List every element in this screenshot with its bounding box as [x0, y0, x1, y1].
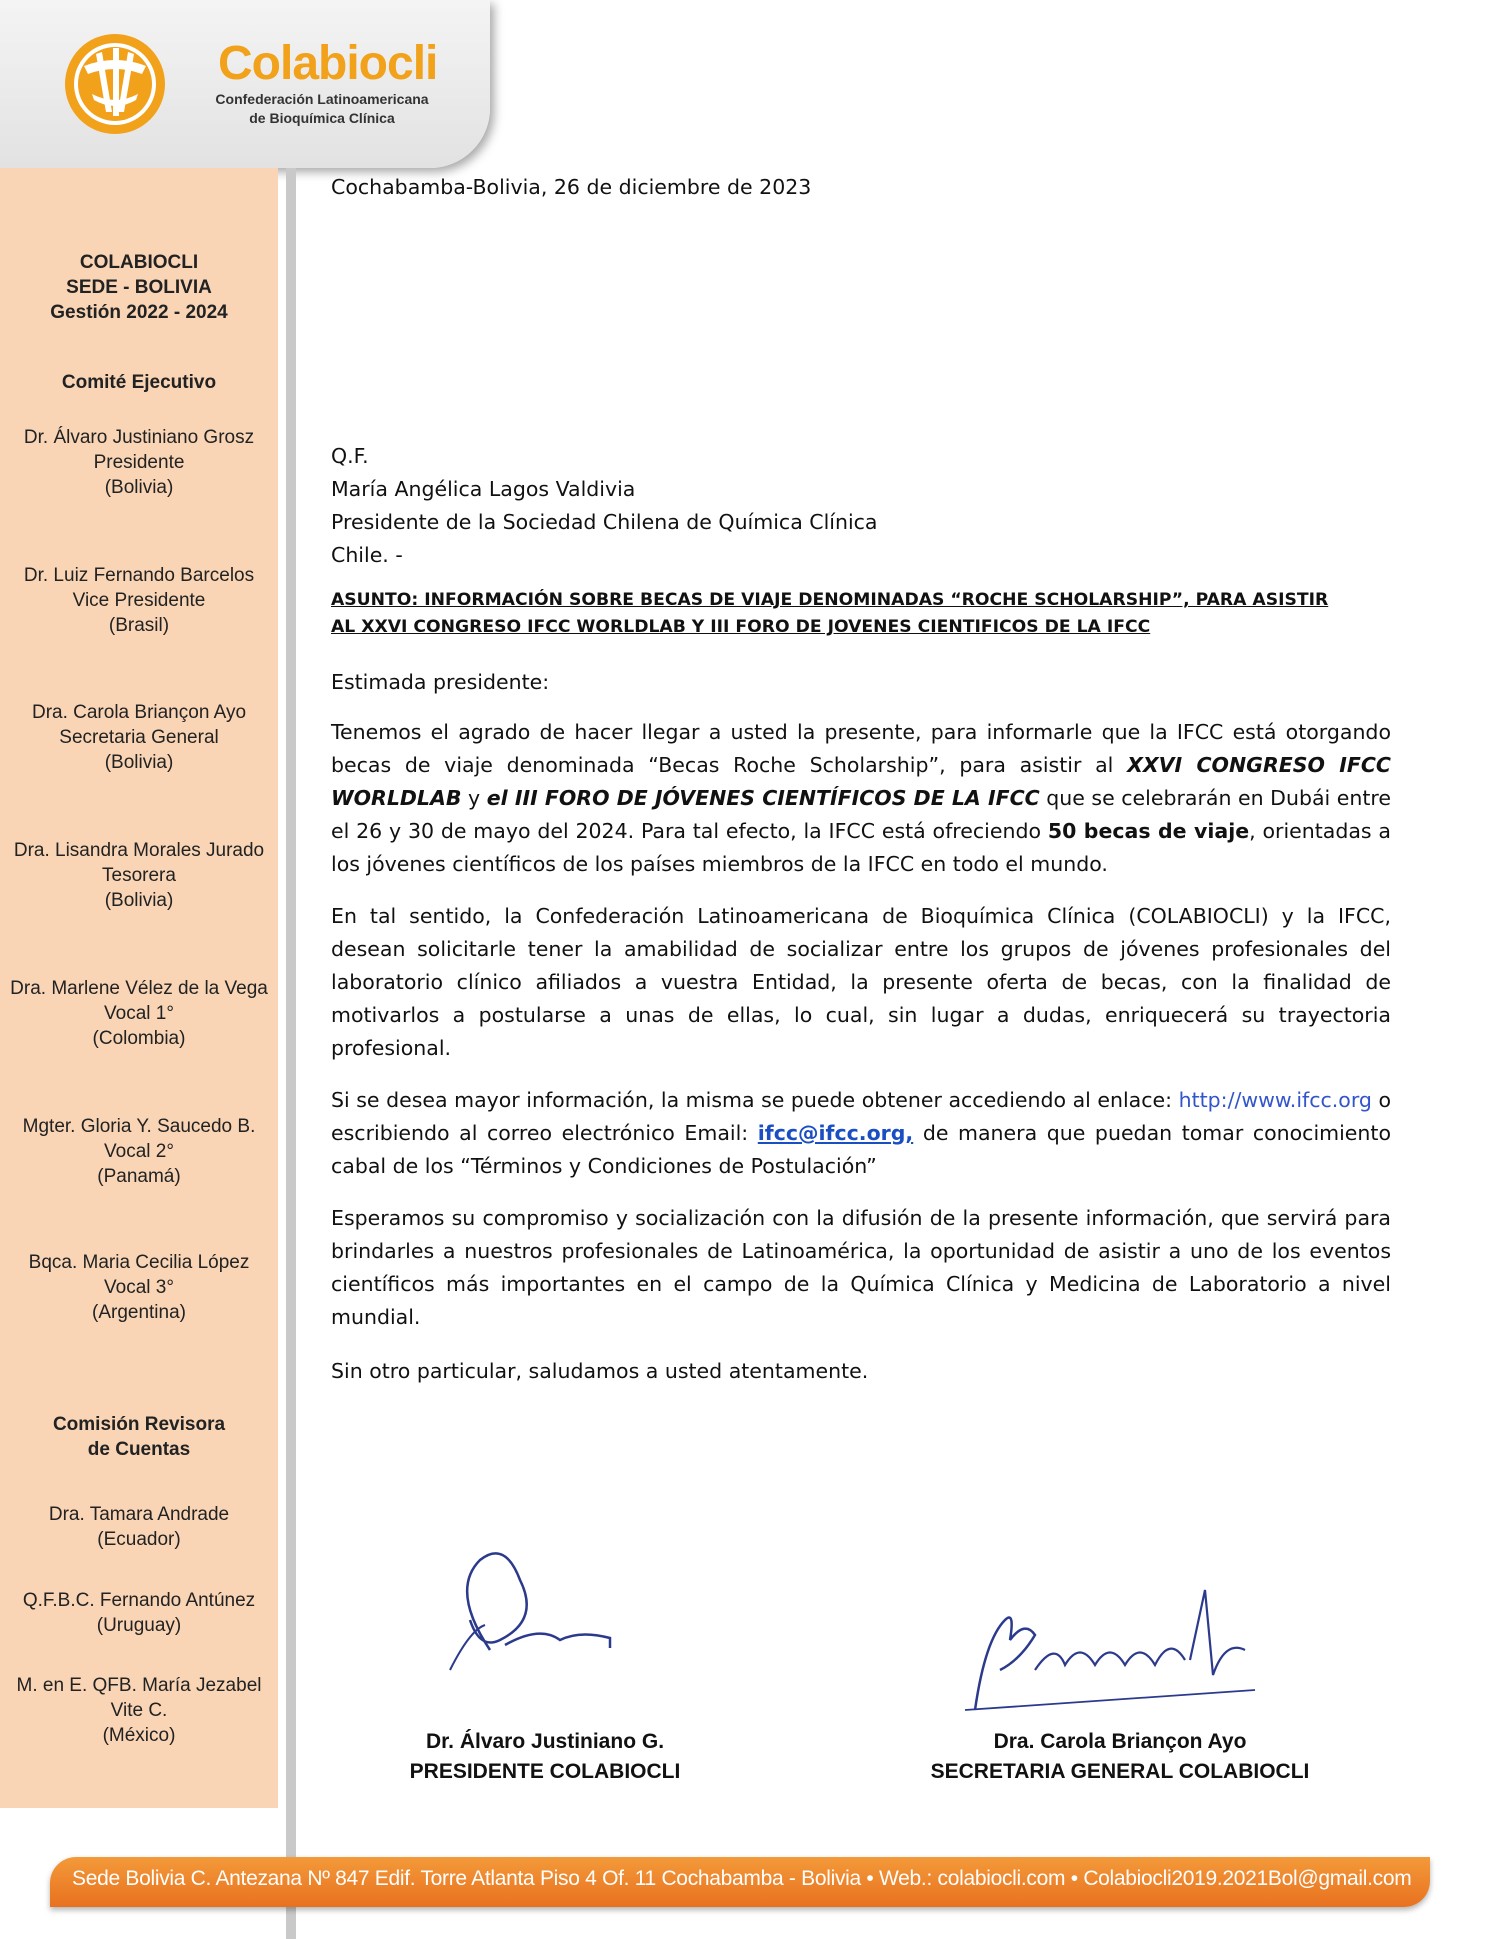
p1-text: , orientadas a los jóvenes científicos de los países miembros de la IFCC en todo el mundo.	[331, 819, 1391, 876]
sidebar-org-block	[0, 250, 278, 325]
signature-president-icon	[410, 1530, 630, 1680]
member-name: Bqca. Maria Cecilia López	[28, 1252, 250, 1273]
paragraph-3	[331, 1084, 1391, 1183]
reviewer-block	[0, 1588, 278, 1638]
brand-name: Colabiocli	[218, 37, 438, 90]
signature-block-president	[360, 1727, 730, 1787]
signer-title: PRESIDENTE COLABIOCLI	[409, 1760, 681, 1783]
brand-subtitle-line-2: de Bioquímica Clínica	[249, 110, 395, 126]
member-role: Vocal 1°	[104, 1003, 174, 1024]
member-country: (Bolivia)	[104, 890, 174, 911]
member-country: (Bolivia)	[104, 752, 174, 773]
letterhead	[0, 0, 490, 168]
p1-scholarship-count: 50 becas de viaje	[1047, 819, 1250, 843]
paragraph-1	[331, 716, 1391, 881]
subject-line	[331, 587, 1391, 641]
p1-text: Tenemos el agrado de hacer llegar a usted la presente, para informarle que la IFCC está otorgando becas de viaje denominada “Becas Roche Scholarship”, para asistir al	[331, 720, 1391, 777]
sidebar-divider	[286, 168, 296, 1939]
member-country: (Brasil)	[108, 615, 170, 636]
member-role: Vice Presidente	[72, 590, 206, 611]
member-role: Tesorera	[102, 865, 176, 886]
member-country: (Bolivia)	[104, 477, 174, 498]
member-name: Dra. Marlene Vélez de la Vega	[10, 978, 268, 999]
member-role: Presidente	[93, 452, 185, 473]
p3-text: Si se desea mayor información, la misma se puede obtener accediendo al enlace:	[331, 1088, 1179, 1112]
member-role: Vocal 3°	[104, 1277, 174, 1298]
addressee-country: Chile. -	[331, 543, 403, 567]
subject-line-1: ASUNTO: INFORMACIÓN SOBRE BECAS DE VIAJE DENOMINADAS “ROCHE SCHOLARSHIP”, PARA ASISTIR	[331, 590, 1329, 610]
brand-subtitle-line-1: Confederación Latinoamericana	[215, 91, 429, 107]
review-committee-title	[0, 1412, 278, 1462]
member-country: (Colombia)	[92, 1028, 186, 1049]
signature-secretary-icon	[955, 1580, 1275, 1720]
member-name: Mgter. Gloria Y. Saucedo B.	[22, 1116, 256, 1137]
review-title-line-1: Comisión Revisora	[52, 1414, 226, 1435]
subject-line-2: AL XXVI CONGRESO IFCC WORLDLAB Y III FORO DE JOVENES CIENTIFICOS DE LA IFCC	[331, 617, 1151, 637]
paragraph-2: En tal sentido, la Confederación Latinoamericana de Bioquímica Clínica (COLABIOCLI) y la IFCC, desean solicitarle tener la amabilidad de socializar entre los grupos de jóvenes profesionales del laboratorio clínico afiliados a vuestra Entidad, la presente oferta de becas, con la finalidad de motivarlos a postularse a unas de ellas, lo cual, sin lugar a dudas, enriquecerá su trayectoria profesional.	[331, 904, 1391, 1060]
committee-title	[0, 370, 278, 395]
member-block	[0, 700, 278, 775]
closing: Sin otro particular, saludamos a usted atentamente.	[331, 1359, 869, 1383]
member-block	[0, 838, 278, 913]
p1-text: y	[461, 786, 487, 810]
member-name: Dr. Luiz Fernando Barcelos	[23, 565, 255, 586]
paragraph-4: Esperamos su compromiso y socialización con la difusión de la presente información, que servirá para brindarles a nuestros profesionales de Latinoamérica, la oportunidad de asistir a uno de los eventos científicos más importantes en el campo de la Química Clínica y Medicina de Laboratorio a nivel mundial.	[331, 1206, 1391, 1329]
addressee-block	[331, 440, 878, 572]
org-term: Gestión 2022 - 2024	[50, 302, 228, 323]
addressee-title: Q.F.	[331, 444, 369, 468]
addressee-position: Presidente de la Sociedad Chilena de Química Clínica	[331, 510, 878, 534]
reviewer-country: (México)	[102, 1725, 176, 1746]
committee-title-text: Comité Ejecutivo	[61, 372, 217, 393]
member-name: Dra. Carola Briançon Ayo	[31, 702, 247, 723]
footer-address: Sede Bolivia C. Antezana Nº 847 Edif. Torre Atlanta Piso 4 Of. 11 Cochabamba - Bolivia • Web.: colabiocli.com • Colabiocli2019.2021Bol@gmail.com	[72, 1867, 1412, 1890]
member-country: (Argentina)	[92, 1302, 186, 1323]
signer-name: Dra. Carola Briançon Ayo	[993, 1730, 1247, 1753]
org-name: COLABIOCLI	[79, 252, 199, 273]
reviewer-country: (Ecuador)	[97, 1529, 181, 1550]
reviewer-name: M. en E. QFB. María Jezabel	[16, 1675, 262, 1696]
p1-forum: el III FORO DE JÓVENES CIENTÍFICOS DE LA IFCC	[486, 786, 1040, 810]
p1-text: que se celebrarán en Dubái entre el 26 y 30 de mayo del 2024. Para tal efecto, la IFCC está ofreciendo	[331, 786, 1392, 843]
letter-date: Cochabamba-Bolivia, 26 de diciembre de 2023	[331, 175, 812, 199]
signer-name: Dr. Álvaro Justiniano G.	[425, 1730, 665, 1753]
signer-title: SECRETARIA GENERAL COLABIOCLI	[930, 1760, 1310, 1783]
member-country: (Panamá)	[97, 1166, 181, 1187]
ifcc-email-link[interactable]: ifcc@ifcc.org,	[757, 1121, 914, 1145]
member-block	[0, 425, 278, 500]
p1-congress: XXVI CONGRESO IFCC WORLDLAB	[331, 753, 1391, 810]
signature-block-secretary	[880, 1727, 1360, 1787]
p3-text: o escribiendo al correo electrónico Email:	[331, 1088, 1392, 1145]
member-role: Vocal 2°	[104, 1141, 174, 1162]
member-block	[0, 563, 278, 638]
greeting: Estimada presidente:	[331, 670, 550, 694]
member-role: Secretaria General	[59, 727, 219, 748]
p3-text: de manera que puedan tomar conocimiento cabal de los “Términos y Condiciones de Postulación”	[331, 1121, 1391, 1178]
brand-subtitle	[212, 90, 432, 128]
reviewer-block	[0, 1502, 278, 1552]
reviewer-name-cont: Vite C.	[110, 1700, 168, 1721]
member-block	[0, 1114, 278, 1189]
reviewer-name: Dra. Tamara Andrade	[48, 1504, 230, 1525]
ifcc-website-link[interactable]: http://www.ifcc.org	[1178, 1088, 1372, 1112]
org-seat: SEDE - BOLIVIA	[66, 277, 212, 298]
reviewer-country: (Uruguay)	[96, 1615, 182, 1636]
colabiocli-logo-icon	[62, 24, 168, 144]
member-block	[0, 1250, 278, 1325]
reviewer-name: Q.F.B.C. Fernando Antúnez	[22, 1590, 256, 1611]
reviewer-block	[0, 1673, 278, 1748]
member-name: Dra. Lisandra Morales Jurado	[13, 840, 265, 861]
addressee-name: María Angélica Lagos Valdivia	[331, 477, 636, 501]
review-title-line-2: de Cuentas	[87, 1439, 191, 1460]
member-block	[0, 976, 278, 1051]
member-name: Dr. Álvaro Justiniano Grosz	[23, 427, 255, 448]
